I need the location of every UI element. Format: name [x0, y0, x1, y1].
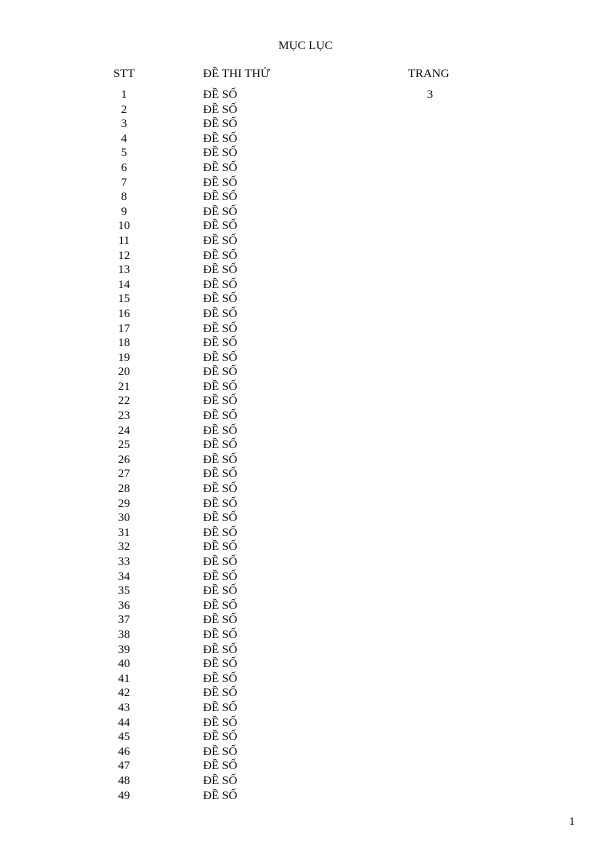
row-exam-title: ĐỀ SỐ — [203, 597, 238, 612]
table-row — [0, 729, 611, 744]
row-exam-title: ĐỀ SỐ — [203, 232, 238, 247]
table-row — [0, 788, 611, 803]
row-number: 3 — [121, 116, 127, 131]
row-exam-title: ĐỀ SỐ — [203, 451, 238, 466]
table-row — [0, 350, 611, 365]
row-page: 3 — [427, 87, 433, 101]
table-row — [0, 335, 611, 350]
table-row — [0, 715, 611, 730]
row-exam-title: ĐỀ SỐ — [203, 568, 238, 583]
table-row — [0, 656, 611, 671]
table-row — [0, 437, 611, 452]
row-number: 22 — [118, 393, 130, 408]
row-exam-title: ĐỀ SỐ — [203, 612, 238, 627]
row-number: 46 — [118, 743, 130, 758]
table-row — [0, 423, 611, 438]
table-row — [0, 481, 611, 496]
row-number: 12 — [118, 247, 130, 262]
row-exam-title: ĐỀ SỐ — [203, 335, 238, 350]
table-row — [0, 145, 611, 160]
row-exam-title: ĐỀ SỐ — [203, 101, 238, 116]
table-row — [0, 466, 611, 481]
column-header-page: TRANG — [408, 66, 450, 80]
row-exam-title: ĐỀ SỐ — [203, 247, 238, 262]
table-row — [0, 233, 611, 248]
row-number: 18 — [118, 335, 130, 350]
row-number: 5 — [121, 145, 127, 160]
page-title-text: MỤC LỤC — [278, 38, 333, 52]
row-number: 7 — [121, 174, 127, 189]
table-row — [0, 700, 611, 715]
row-number: 32 — [118, 539, 130, 554]
row-number: 13 — [118, 262, 130, 277]
row-number: 6 — [121, 159, 127, 174]
row-exam-title: ĐỀ SỐ — [203, 758, 238, 773]
row-exam-title: ĐỀ SỐ — [203, 699, 238, 714]
table-row — [0, 379, 611, 394]
page-number: 1 — [569, 814, 575, 828]
row-exam-title: ĐỀ SỐ — [203, 422, 238, 437]
row-exam-title: ĐỀ SỐ — [203, 203, 238, 218]
row-number: 30 — [118, 510, 130, 525]
table-row — [0, 671, 611, 686]
table-row — [0, 583, 611, 598]
table-row — [0, 321, 611, 336]
row-exam-title: ĐỀ SỐ — [203, 772, 238, 787]
row-exam-title: ĐỀ SỐ — [203, 320, 238, 335]
row-number: 21 — [118, 378, 130, 393]
row-exam-title: ĐỀ SỐ — [203, 539, 238, 554]
row-number: 43 — [118, 699, 130, 714]
table-row — [0, 525, 611, 540]
table-row — [0, 510, 611, 525]
row-number: 4 — [121, 130, 127, 145]
row-exam-title: ĐỀ SỐ — [203, 729, 238, 744]
row-exam-title: ĐỀ SỐ — [203, 743, 238, 758]
row-exam-title: ĐỀ SỐ — [203, 641, 238, 656]
table-row — [0, 408, 611, 423]
row-number: 41 — [118, 670, 130, 685]
row-number: 24 — [118, 422, 130, 437]
table-row — [0, 496, 611, 511]
row-number: 48 — [118, 772, 130, 787]
row-number: 19 — [118, 349, 130, 364]
row-exam-title: ĐỀ SỐ — [203, 116, 238, 131]
table-row — [0, 393, 611, 408]
row-number: 29 — [118, 495, 130, 510]
row-number: 27 — [118, 466, 130, 481]
row-exam-title: ĐỀ SỐ — [203, 583, 238, 598]
row-exam-title: ĐỀ SỐ — [203, 685, 238, 700]
table-row — [0, 306, 611, 321]
row-exam-title: ĐỀ SỐ — [203, 437, 238, 452]
row-exam-title: ĐỀ SỐ — [203, 466, 238, 481]
row-exam-title: ĐỀ SỐ — [203, 262, 238, 277]
row-number: 20 — [118, 364, 130, 379]
table-row — [0, 277, 611, 292]
row-number: 36 — [118, 597, 130, 612]
table-row — [0, 364, 611, 379]
row-exam-title: ĐỀ SỐ — [203, 130, 238, 145]
table-row — [0, 204, 611, 219]
row-exam-title: ĐỀ SỐ — [203, 714, 238, 729]
table-row — [0, 627, 611, 642]
table-row — [0, 685, 611, 700]
row-number: 49 — [118, 787, 130, 802]
row-exam-title: ĐỀ SỐ — [203, 378, 238, 393]
row-number: 23 — [118, 408, 130, 423]
table-row — [0, 248, 611, 263]
row-number: 45 — [118, 729, 130, 744]
row-number: 14 — [118, 276, 130, 291]
row-number: 40 — [118, 656, 130, 671]
row-number: 35 — [118, 583, 130, 598]
row-exam-title: ĐỀ SỐ — [203, 159, 238, 174]
row-number: 15 — [118, 291, 130, 306]
row-exam-title: ĐỀ SỐ — [203, 189, 238, 204]
row-number: 42 — [118, 685, 130, 700]
row-exam-title: ĐỀ SỐ — [203, 554, 238, 568]
row-number: 37 — [118, 612, 130, 627]
row-number: 26 — [118, 451, 130, 466]
table-row — [0, 102, 611, 117]
row-exam-title: ĐỀ SỐ — [203, 87, 238, 101]
row-number: 34 — [118, 568, 130, 583]
table-row — [0, 773, 611, 788]
table-row — [0, 612, 611, 627]
row-exam-title: ĐỀ SỐ — [203, 393, 238, 408]
row-number: 2 — [121, 101, 127, 116]
row-number: 44 — [118, 714, 130, 729]
row-number: 31 — [118, 524, 130, 539]
row-exam-title: ĐỀ SỐ — [203, 524, 238, 539]
table-row — [0, 87, 611, 102]
table-row — [0, 554, 611, 569]
table-row — [0, 758, 611, 773]
row-number: 33 — [118, 554, 130, 568]
table-row — [0, 291, 611, 306]
row-exam-title: ĐỀ SỐ — [203, 291, 238, 306]
row-number: 8 — [121, 189, 127, 204]
row-exam-title: ĐỀ SỐ — [203, 408, 238, 423]
row-exam-title: ĐỀ SỐ — [203, 510, 238, 525]
row-number: 9 — [121, 203, 127, 218]
row-exam-title: ĐỀ SỐ — [203, 626, 238, 641]
table-row — [0, 131, 611, 146]
table-row — [0, 744, 611, 759]
row-exam-title: ĐỀ SỐ — [203, 364, 238, 379]
table-row — [0, 218, 611, 233]
row-number: 11 — [118, 232, 130, 247]
table-row — [0, 189, 611, 204]
row-exam-title: ĐỀ SỐ — [203, 787, 238, 802]
row-exam-title: ĐỀ SỐ — [203, 218, 238, 233]
row-exam-title: ĐỀ SỐ — [203, 276, 238, 291]
row-number: 28 — [118, 481, 130, 496]
table-row — [0, 642, 611, 657]
row-exam-title: ĐỀ SỐ — [203, 656, 238, 671]
row-exam-title: ĐỀ SỐ — [203, 145, 238, 160]
row-exam-title: ĐỀ SỐ — [203, 174, 238, 189]
table-row — [0, 116, 611, 131]
row-exam-title: ĐỀ SỐ — [203, 670, 238, 685]
row-exam-title: ĐỀ SỐ — [203, 305, 238, 320]
table-row — [0, 569, 611, 584]
column-header-stt: STT — [113, 66, 135, 80]
table-row — [0, 175, 611, 190]
table-row — [0, 539, 611, 554]
row-exam-title: ĐỀ SỐ — [203, 481, 238, 496]
column-header-title: ĐỀ THI THỬ — [203, 66, 270, 80]
row-number: 38 — [118, 626, 130, 641]
table-row — [0, 160, 611, 175]
row-number: 25 — [118, 437, 130, 452]
row-number: 1 — [121, 87, 127, 101]
table-row — [0, 598, 611, 613]
table-row — [0, 452, 611, 467]
toc-list — [0, 87, 611, 802]
table-row — [0, 262, 611, 277]
row-number: 17 — [118, 320, 130, 335]
row-exam-title: ĐỀ SỐ — [203, 349, 238, 364]
row-number: 16 — [118, 305, 130, 320]
row-number: 10 — [118, 218, 130, 233]
page-title — [0, 37, 611, 53]
row-number: 39 — [118, 641, 130, 656]
row-number: 47 — [118, 758, 130, 773]
row-exam-title: ĐỀ SỐ — [203, 495, 238, 510]
